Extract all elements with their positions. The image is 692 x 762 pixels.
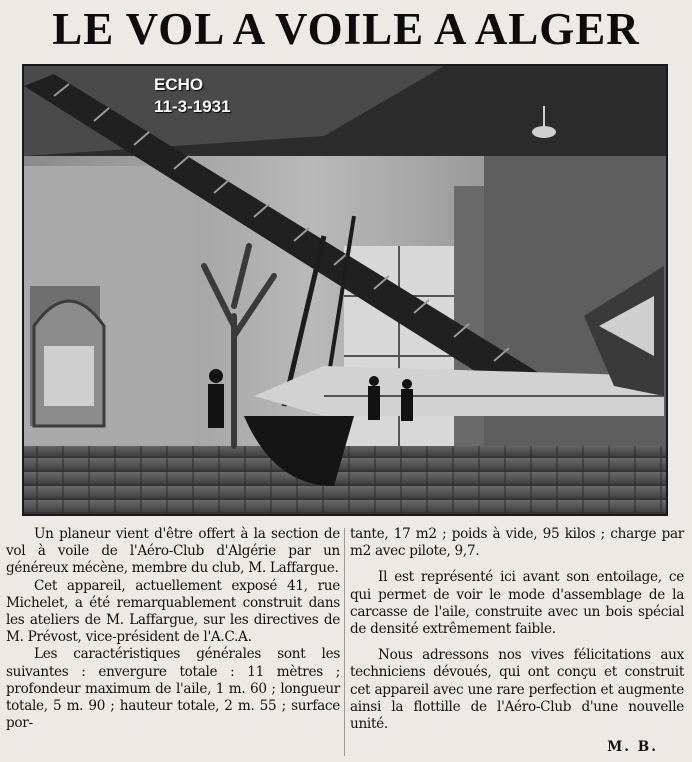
- stamp-source: ECHO: [154, 75, 204, 94]
- glider-photo: [22, 64, 668, 516]
- author-signature: M. B.: [607, 739, 658, 756]
- glider-photo-illustration: [24, 66, 666, 514]
- floor: [24, 446, 666, 514]
- paragraph: Les caractéristiques générales sont les suivantes : envergure totale : 11 mètres ; profondeur maximum de l'aile, 1 m. 60 ; longueur totale, 5 m. 90 ; hauteur totale, 2 m. 55 ; surface por-: [6, 646, 340, 732]
- archive-stamp: [154, 74, 231, 118]
- ceiling-lamp: [532, 126, 556, 138]
- article-column-left: [6, 526, 340, 732]
- paragraph: Il est représenté ici avant son entoilage, ce qui permet de voir le mode d'assemblage de la carcasse de l'aile, construite avec un bois spécial de densité extrêmement faible.: [350, 569, 684, 638]
- paragraph: Un planeur vient d'être offert à la section de vol à voile de l'Aéro-Club d'Algérie par un généreux mécène, membre du club, M. Laffargue.: [6, 526, 340, 577]
- stamp-date: 11-3-1931: [154, 97, 231, 116]
- paragraph: Cet appareil, actuellement exposé 41, rue Michelet, a été remarquablement construit dans les ateliers de M. Laffargue, sur les directives de M. Prévost, vice-président de l'A.C.A.: [6, 577, 340, 646]
- paragraph: tante, 17 m2 ; poids à vide, 95 kilos ; charge par m2 avec pilote, 9,7.: [350, 526, 684, 560]
- article-column-right: [350, 526, 684, 756]
- paragraph: Nous adressons nos vives félicitations aux techniciens dévoués, qui ont conçu et construit cet appareil avec une rare perfection et augmente ainsi la flottille de l'Aéro-Club d'une nouvelle unité.: [350, 647, 684, 733]
- column-divider: [344, 528, 345, 756]
- headline: LE VOL A VOILE A ALGER: [52, 4, 640, 54]
